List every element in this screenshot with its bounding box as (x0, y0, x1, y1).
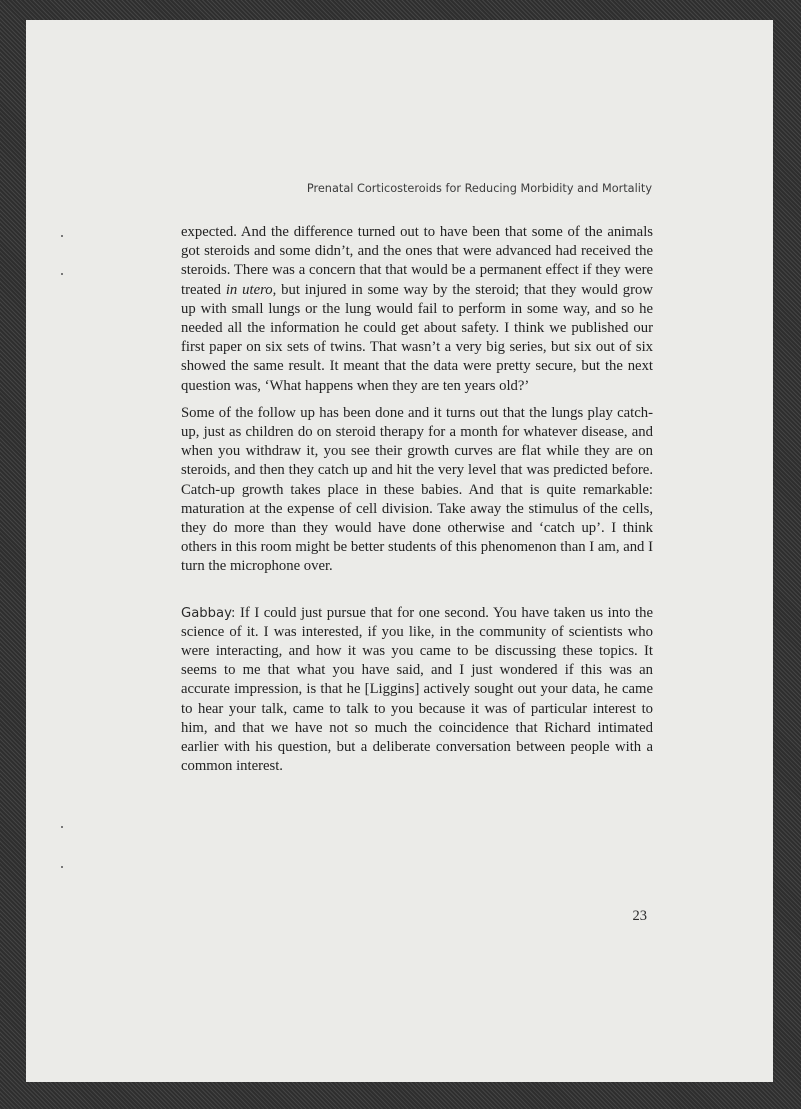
margin-mark (61, 826, 63, 828)
italic-phrase: in utero (225, 281, 273, 298)
speaker-label: Gabbay: (181, 605, 236, 621)
margin-mark (61, 235, 63, 237)
paragraph (181, 223, 653, 396)
paragraph-text: If I could just pursue that for one second. You have taken us into the science of it. I was interested, if you like, in the community of scientists who were interacting, and how it was you came to be discussing these topics. It seems to me that what you have said, and I just wondered if this was an accurate impression, is that he [Liggins] actively sought out your data, he came to hear your talk, came to talk to you because it was of particular interest to him, and that we have not so much the coincidence that Richard intimated earlier with his question, but a deliberate conversation between people with a common interest. (181, 604, 653, 775)
paragraph (181, 604, 653, 777)
body-text (181, 223, 653, 776)
paragraph-text: expected. And the difference turned out to have been that some of the animals got steroids and some didn’t, and the ones that were advanced had received the steroids. There was a concern that that would be a permanent effect if they were treated (181, 224, 653, 298)
page-number: 23 (632, 908, 647, 924)
book-page (26, 20, 773, 1082)
running-head: Prenatal Corticosteroids for Reducing Morbidity and Mortality (306, 182, 652, 195)
margin-mark (61, 866, 63, 868)
paragraph: Some of the follow up has been done and it turns out that the lungs play catch-up, just as children do on steroid therapy for a month for whatever disease, and when you withdraw it, you see their growth curves are flat while they are on steroids, and then they catch up and hit the very level that was predicted before. Catch-up growth takes place in these babies. And that is quite remarkable: maturation at the expense of cell division. Take away the stimulus of the cells, they do more than they would have done otherwise and ‘catch up’. I think others in this room might be better students of this phenomenon than I am, and I turn the microphone over. (181, 404, 653, 575)
paragraph-text: , but injured in some way by the steroid; that they would grow up with small lungs or the lung would fail to perform in some way, and so he needed all the information he could get about safety. I think we published our first paper on six sets of twins. That wasn’t a very big series, but six out of six showed the same result. It meant that the data were pretty secure, but the next question was, ‘What happens when they are ten years old?’ (181, 281, 653, 394)
margin-mark (61, 273, 63, 275)
